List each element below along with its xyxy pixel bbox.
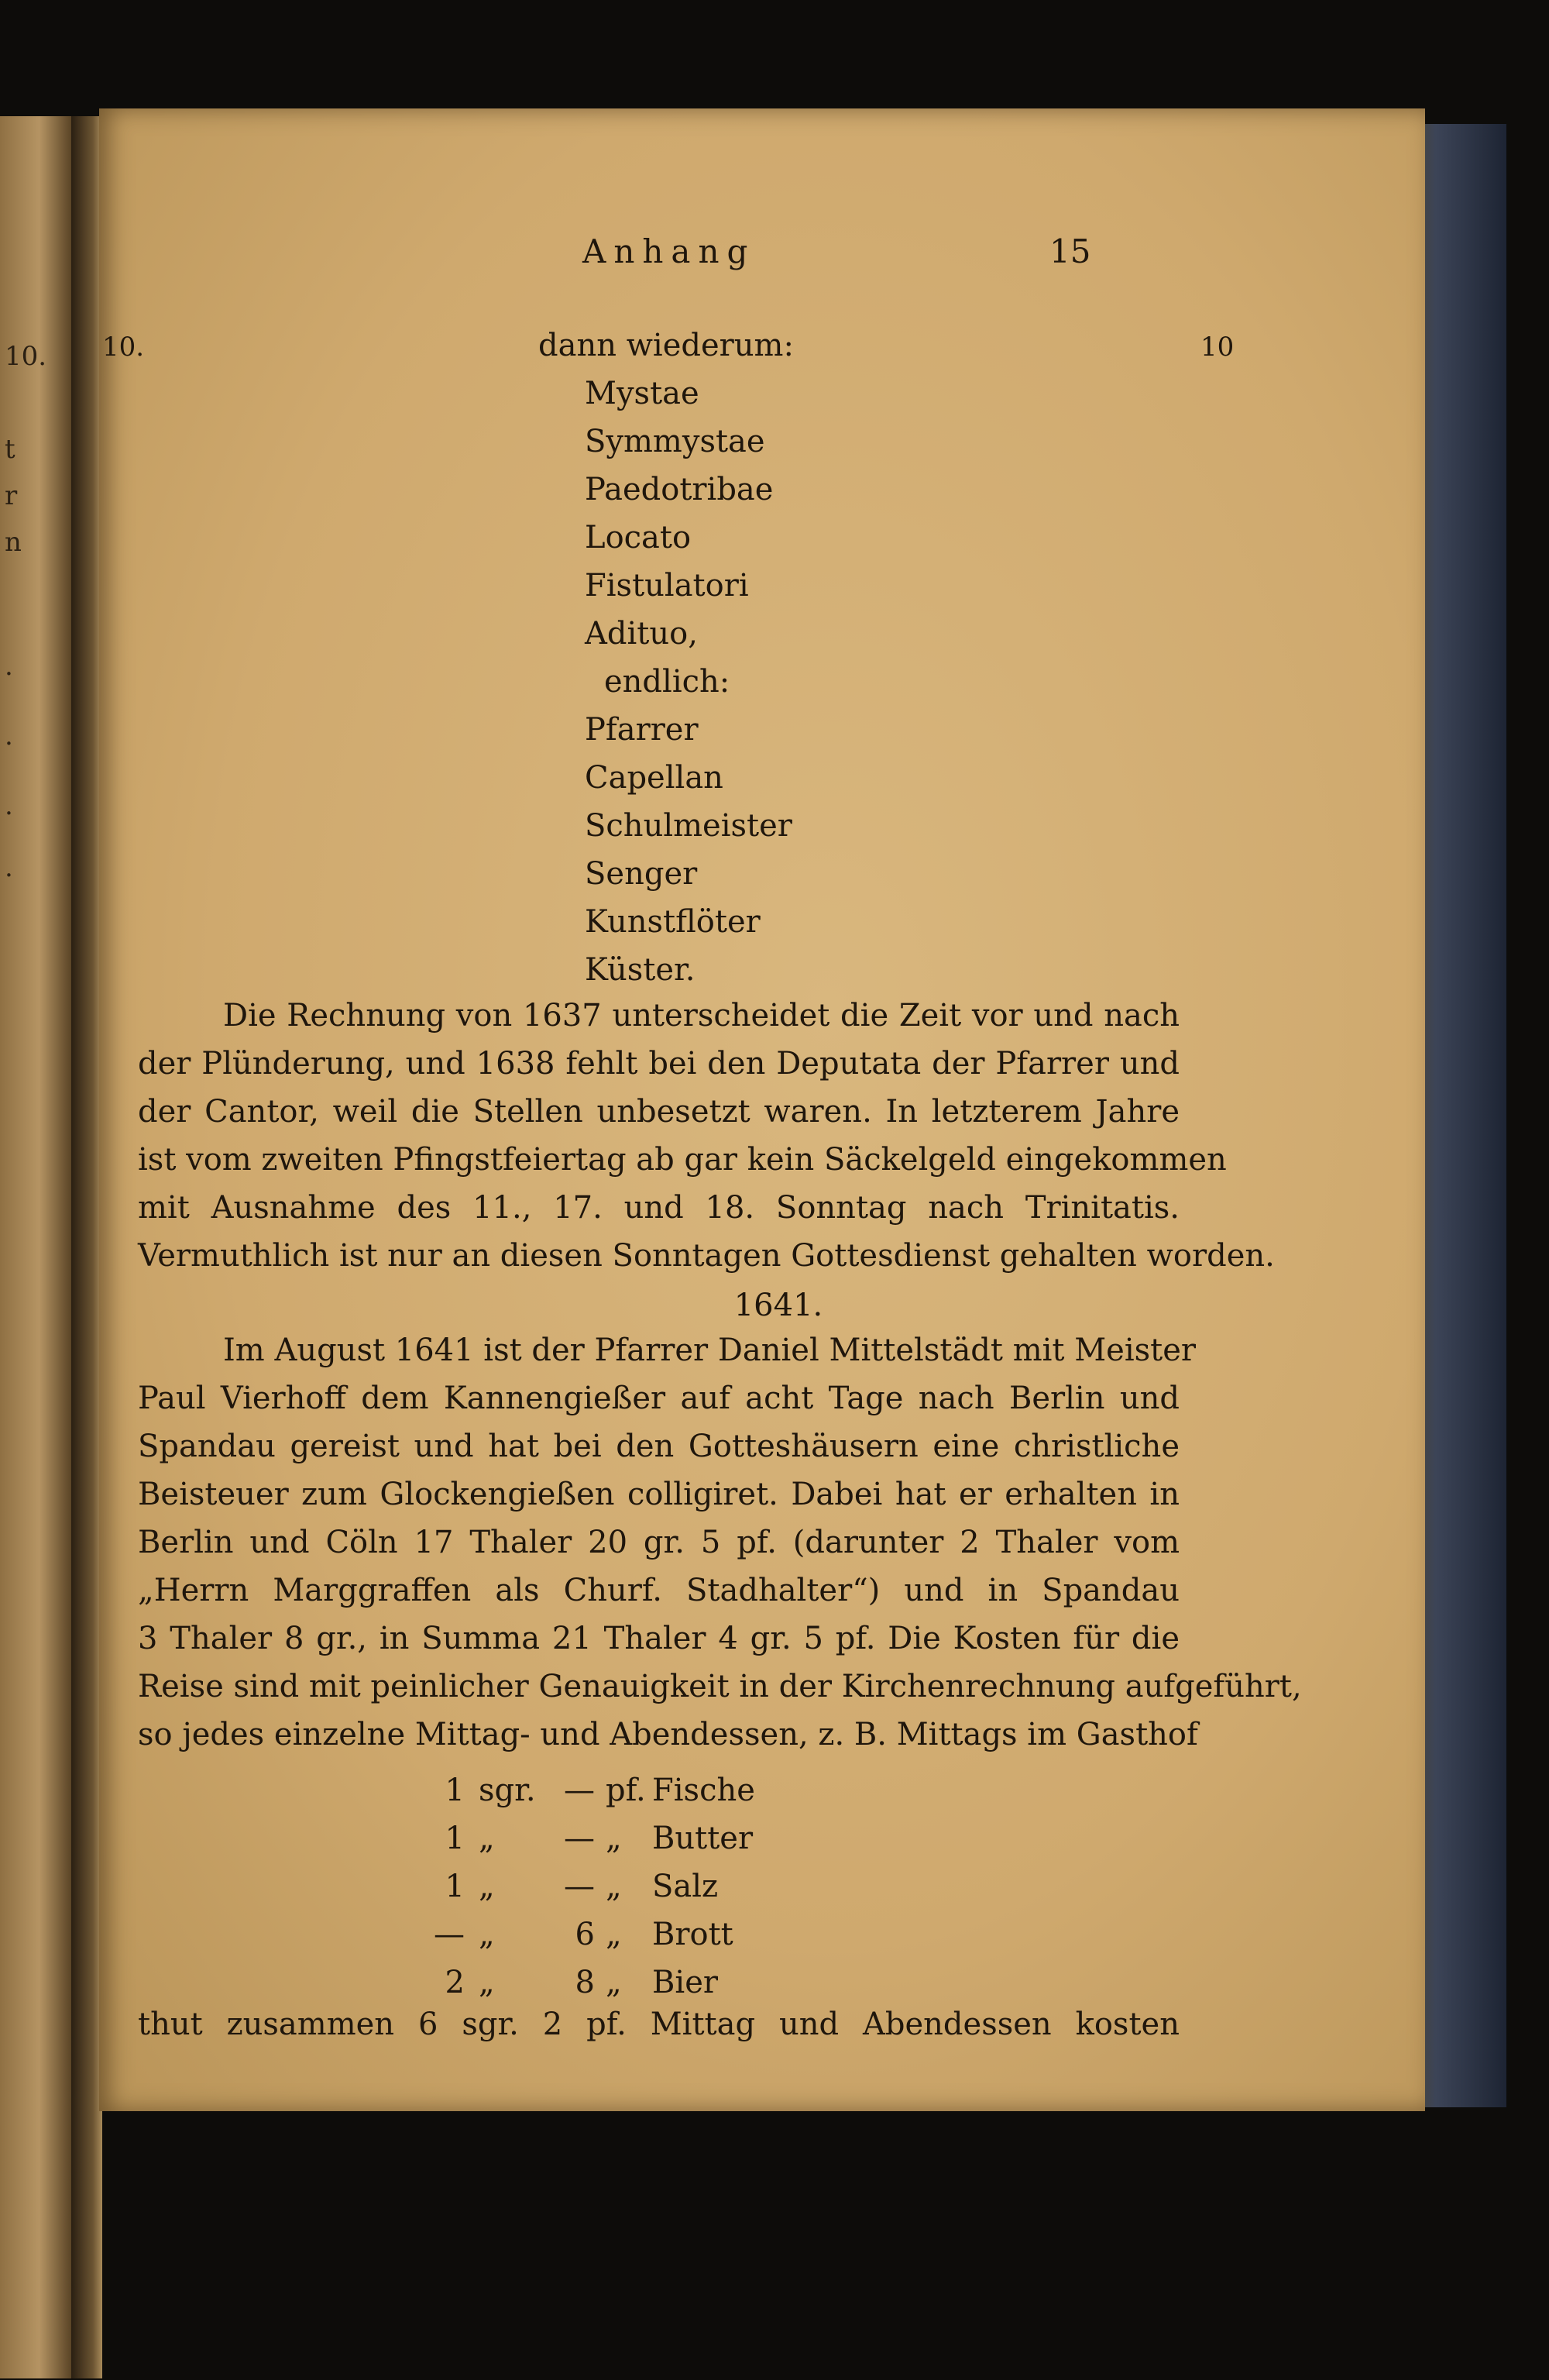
right-margin-number: 10	[1200, 332, 1235, 363]
list-item: Mystae	[585, 376, 699, 411]
table-row	[138, 1766, 755, 1814]
table-cell: 6	[575, 1917, 595, 1952]
table-row	[138, 1862, 755, 1911]
table-cell: 1	[445, 1869, 465, 1904]
summary-word: pf.	[586, 2007, 627, 2042]
table-cell: „	[479, 1917, 495, 1952]
text-line: so jedes einzelne Mittag- und Abendessen, z. B. Mittags im Gasthof	[138, 1717, 1198, 1752]
cost-summary-line	[138, 2007, 1180, 2042]
list-item: Capellan	[585, 760, 723, 796]
left-page-edge	[0, 116, 71, 2378]
table-cell: Salz	[652, 1869, 719, 1904]
left-margin-fragment: n	[5, 527, 22, 558]
table-row	[138, 1911, 755, 1959]
text-line: Beisteuer zum Glockengießen colligiret. Dabei hat er erhalten in	[138, 1477, 1180, 1512]
table-cell: „	[479, 1821, 495, 1856]
table-cell: 2	[445, 1965, 465, 2000]
list-item: Senger	[585, 856, 698, 892]
summary-word: 6	[417, 2007, 438, 2042]
table-cell: 1	[445, 1773, 465, 1808]
list-item: Locato	[585, 520, 692, 555]
text-line: Spandau gereist und hat bei den Gotteshäusern eine christliche	[138, 1429, 1180, 1464]
table-cell: sgr.	[479, 1773, 536, 1808]
table-cell: —	[434, 1917, 465, 1952]
summary-word: und	[778, 2007, 840, 2042]
table-cell: —	[564, 1869, 595, 1904]
text-line: der Cantor, weil die Stellen unbesetzt waren. In letzterem Jahre	[138, 1094, 1180, 1130]
table-cell: 8	[575, 1965, 595, 2000]
summary-word: kosten	[1075, 2007, 1180, 2042]
table-cell: „	[479, 1869, 495, 1904]
left-margin-fragment: .	[5, 721, 13, 751]
left-margin-fragment: t	[5, 434, 15, 465]
summary-word: Abendessen	[863, 2007, 1052, 2042]
left-margin-fragment: 10.	[5, 341, 47, 372]
summary-word: thut	[138, 2007, 203, 2042]
table-cell: —	[564, 1773, 595, 1808]
table-cell: Fische	[652, 1773, 755, 1808]
list-item: Paedotribae	[585, 472, 774, 507]
cost-table	[138, 1766, 755, 2007]
text-line: Reise sind mit peinlicher Genauigkeit in der Kirchenrechnung aufgeführt,	[138, 1669, 1302, 1704]
table-cell: „	[606, 1821, 622, 1856]
paragraph-1637	[138, 992, 1275, 1280]
list-item: Kunstflöter	[585, 904, 761, 940]
text-line: 3 Thaler 8 gr., in Summa 21 Thaler 4 gr. 5 pf. Die Kosten für die	[138, 1621, 1180, 1656]
text-line: Vermuthlich ist nur an diesen Sonntagen Gottesdienst gehalten worden.	[138, 1238, 1275, 1274]
text-line: der Plünderung, und 1638 fehlt bei den Deputata der Pfarrer und	[138, 1046, 1180, 1082]
summary-word: zusammen	[226, 2007, 395, 2042]
left-margin-number: 10.	[102, 332, 145, 363]
running-head-title: Anhang	[582, 232, 756, 270]
office-list	[538, 322, 794, 994]
table-cell: „	[479, 1965, 495, 2000]
summary-word: 2	[542, 2007, 563, 2042]
text-line: ist vom zweiten Pfingstfeiertag ab gar kein Säckelgeld eingekommen	[138, 1142, 1227, 1178]
list-item: Pfarrer	[585, 712, 699, 748]
table-cell: 1	[445, 1821, 465, 1856]
left-margin-fragment: .	[5, 651, 13, 682]
summary-word: Mittag	[650, 2007, 756, 2042]
left-margin-fragment: r	[5, 480, 18, 511]
paragraph-1641	[138, 1326, 1302, 1759]
page-number: 15	[1049, 232, 1091, 270]
table-cell: pf.	[606, 1773, 646, 1808]
left-margin-fragment: .	[5, 852, 13, 883]
text-line: Im August 1641 ist der Pfarrer Daniel Mittelstädt mit Meister	[223, 1333, 1197, 1368]
text-line: Die Rechnung von 1637 unterscheidet die Zeit vor und nach	[223, 998, 1180, 1034]
table-cell: „	[606, 1917, 622, 1952]
table-cell: „	[606, 1869, 622, 1904]
table-row	[138, 1959, 755, 2007]
left-margin-fragment: .	[5, 790, 13, 821]
table-row	[138, 1814, 755, 1862]
list-item: dann wiederum:	[538, 328, 794, 363]
table-cell: Bier	[652, 1965, 718, 2000]
list-item: Schulmeister	[585, 808, 792, 844]
table-cell: Butter	[652, 1821, 754, 1856]
text-line: „Herrn Marggraffen als Churf. Stadhalter“) und in Spandau	[138, 1573, 1180, 1608]
text-line: mit Ausnahme des 11., 17. und 18. Sonntag nach Trinitatis.	[138, 1190, 1180, 1226]
year-heading: 1641.	[733, 1288, 823, 1323]
text-line: Paul Vierhoff dem Kannengießer auf acht Tage nach Berlin und	[138, 1381, 1180, 1416]
table-cell: —	[564, 1821, 595, 1856]
list-item: Fistulatori	[585, 568, 749, 604]
summary-word: sgr.	[462, 2007, 519, 2042]
table-cell: „	[606, 1965, 622, 2000]
list-item: Adituo,	[585, 616, 698, 652]
list-item: Küster.	[585, 952, 696, 988]
list-item: Symmystae	[585, 424, 765, 459]
table-cell: Brott	[652, 1917, 733, 1952]
text-line: Berlin und Cöln 17 Thaler 20 gr. 5 pf. (darunter 2 Thaler vom	[138, 1525, 1180, 1560]
list-item: endlich:	[604, 664, 730, 700]
book-gutter	[71, 116, 102, 2378]
